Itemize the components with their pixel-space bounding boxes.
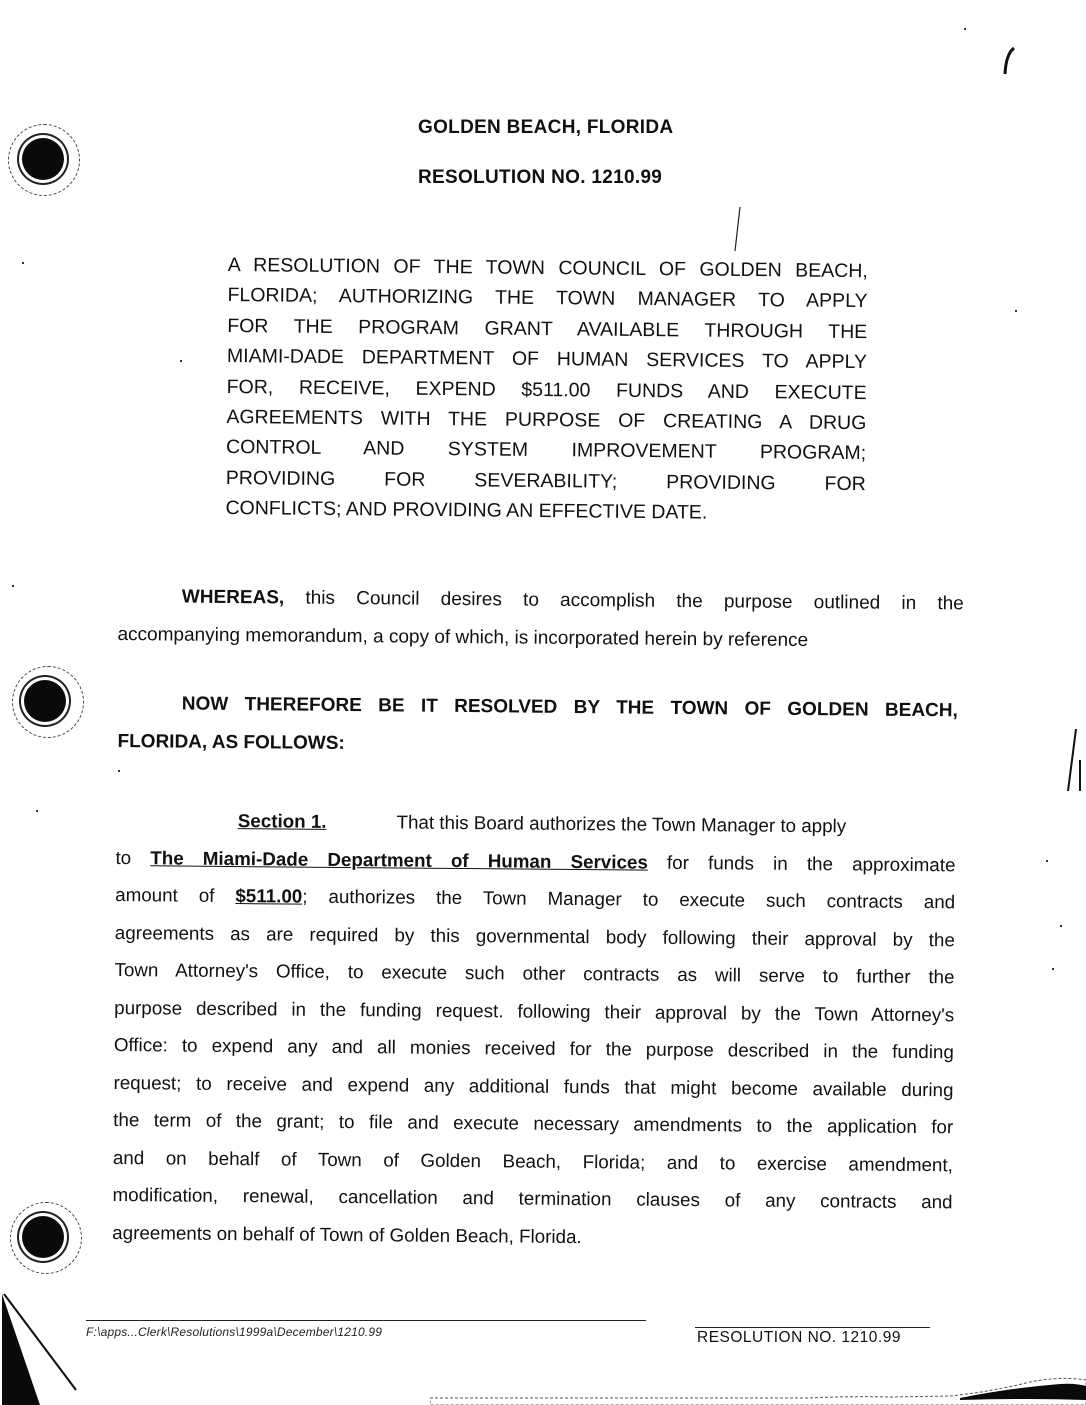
caption-line: AGREEMENTS WITH THE PURPOSE OF CREATING A DRUG [226,405,867,435]
section-text: amount of [115,883,236,907]
scan-speck [180,360,182,362]
whereas-lead: WHEREAS, [181,586,285,609]
footer-resolution-number: RESOLUTION NO. 1210.99 [697,1329,901,1346]
bottom-edge-smudge [430,1370,1086,1405]
caption-line: CONTROL AND SYSTEM IMPROVEMENT PROGRAM; [226,436,867,465]
section-line: agreements on behalf of Town of Golden Beach, Florida. [112,1221,582,1247]
resolving-line: NOW THEREFORE BE IT RESOLVED BY THE TOWN OF GOLDEN BEACH, [181,693,958,722]
resolution-caption [225,250,868,530]
binder-hole-bottom [22,1216,64,1258]
section-line: and on behalf of Town of Golden Beach, Florida; and to exercise amendment, [112,1146,953,1175]
binder-hole-top [22,138,64,180]
scan-speck [12,585,14,587]
section-line: the term of the grant; to file and execute necessary amendments to the application for [113,1108,954,1138]
footer-divider-right [695,1327,930,1328]
section-text: to [115,846,151,868]
caption-line: FOR, RECEIVE, EXPEND $511.00 FUNDS AND EXECUTE [226,375,867,404]
grant-amount: $511.00 [235,885,303,907]
section-heading: Section 1. [237,810,327,832]
footer-divider-left [86,1320,646,1321]
corner-fold-mark [0,1290,80,1405]
edge-mark-right [1062,725,1086,795]
caption-line: A RESOLUTION OF THE TOWN COUNCIL OF GOLDEN BEACH, [227,253,868,283]
caption-line: PROVIDING FOR SEVERABILITY; PROVIDING FOR [225,466,866,495]
section-text: ; authorizes the Town Manager to execute such contracts and [302,885,956,913]
pen-tick-mark [730,205,744,255]
section-line: agreements as are required by this governmental body following their approval by the [114,921,955,950]
section-1 [112,801,956,1258]
caption-line: CONFLICTS; AND PROVIDING AN EFFECTIVE DATE. [225,497,708,524]
pen-mark-top-right [1000,44,1020,80]
section-line: request; to receive and expend any additional funds that might become available during [113,1071,954,1100]
binder-hole-middle [24,680,66,722]
scan-speck [118,770,120,772]
caption-line: MIAMI-DADE DEPARTMENT OF HUMAN SERVICES TO APPLY [226,345,868,374]
scan-speck [36,810,38,812]
caption-line: FLORIDA; AUTHORIZING THE TOWN MANAGER TO APPLY [227,284,868,313]
whereas-line: accompanying memorandum, a copy of which, is incorporated herein by reference [117,623,809,652]
section-line: Town Attorney's Office, to execute such other contracts as will serve to further the [114,958,955,988]
scan-speck [1015,310,1017,312]
section-line: Office: to expend any and all monies received for the purpose described in the funding [113,1033,954,1063]
whereas-clause [117,578,964,661]
scan-speck [1060,925,1062,927]
scan-speck [964,28,966,30]
section-text: That this Board authorizes the Town Manager to apply [396,811,847,837]
scan-speck [22,262,24,264]
scan-speck [1052,968,1054,970]
caption-line: FOR THE PROGRAM GRANT AVAILABLE THROUGH THE [227,314,868,343]
section-line: modification, renewal, cancellation and termination clauses of any contracts and [112,1183,953,1213]
document-title: GOLDEN BEACH, FLORIDA [418,117,674,138]
section-text: for funds in the approximate [647,851,956,875]
resolution-number: RESOLUTION NO. 1210.99 [418,167,663,188]
footer-file-path: F:\apps...Clerk\Resolutions\1999a\December\1210.99 [86,1325,383,1339]
agency-name: The Miami-Dade Department of Human Services [150,846,648,873]
scan-speck [1046,860,1048,862]
section-line: purpose described in the funding request. following their approval by the Town Attorney's [114,996,955,1025]
resolving-clause [117,685,958,768]
whereas-text: this Council desires to accomplish the purpose outlined in the [284,587,964,615]
resolving-line: FLORIDA, AS FOLLOWS: [117,730,345,754]
